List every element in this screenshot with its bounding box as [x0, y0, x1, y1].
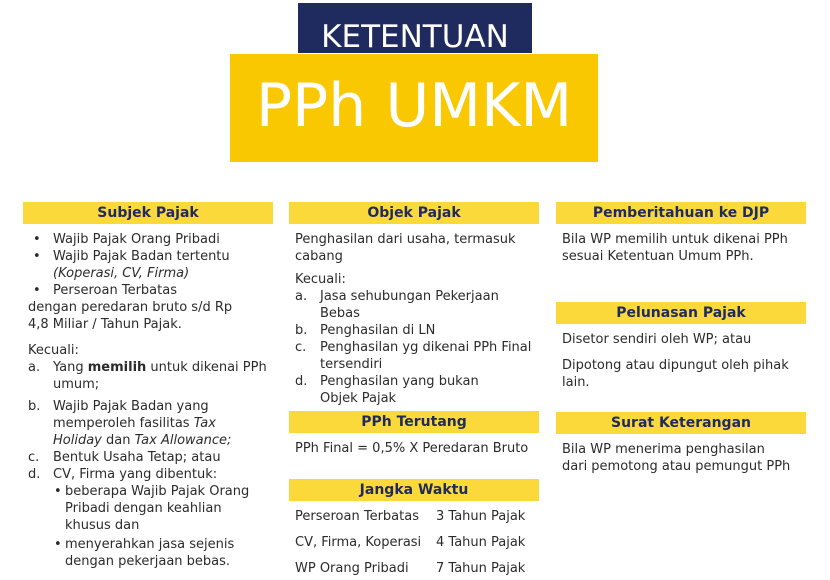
pph-terutang-text: PPh Final = 0,5% X Peredaran Bruto — [295, 441, 529, 456]
pemberitahuan-text: Bila WP memilih untuk dikenai PPh sesuai Ketentuan Umum PPh. — [562, 232, 788, 264]
objek-item-d: d. Penghasilan yang bukan Objek Pajak — [295, 374, 479, 406]
subjek-sub-bullet-2: • menyerahkan jasa sejenis dengan pekerjaan bebas. — [54, 537, 235, 569]
surat-keterangan-text: Bila WP menerima penghasilan dari pemotong atau pemungut PPh — [562, 442, 791, 474]
jangka-row: WP Orang Pribadi 7 Tahun Pajak — [295, 561, 526, 576]
jangka-row: CV, Firma, Koperasi 4 Tahun Pajak — [295, 535, 526, 550]
pelunasan-body — [562, 331, 794, 391]
objek-intro: Penghasilan dari usaha, termasuk cabang — [295, 232, 516, 264]
subjek-kecuali-b: b. Wajib Pajak Badan yang memperoleh fasilitas Tax Holiday dan Tax Allowance; — [28, 399, 232, 448]
jangka-row: Perseroan Terbatas 3 Tahun Pajak — [295, 509, 526, 524]
title-ketentuan: KETENTUAN — [298, 3, 532, 53]
pelunasan-text-2: Dipotong atau dipungut oleh pihak lain. — [562, 358, 789, 390]
subjek-pajak-header: Subjek Pajak — [23, 202, 273, 224]
pemberitahuan-header: Pemberitahuan ke DJP — [556, 202, 806, 224]
objek-item-a: a. Jasa sehubungan Pekerjaan Bebas — [295, 289, 499, 321]
surat-keterangan-header: Surat Keterangan — [556, 412, 806, 434]
jangka-waktu-header: Jangka Waktu — [289, 479, 539, 501]
subjek-peredaran: dengan peredaran bruto s/d Rp 4,8 Miliar / Tahun Pajak. — [28, 300, 233, 332]
pelunasan-header: Pelunasan Pajak — [556, 302, 806, 324]
title-pph-umkm: PPh UMKM — [230, 54, 598, 162]
subjek-bullet-2: • Wajib Pajak Badan tertentu (Koperasi, CV, Firma) — [33, 249, 230, 281]
subjek-kecuali-label: Kecuali: — [28, 343, 79, 358]
subjek-bullet-1: • Wajib Pajak Orang Pribadi — [33, 232, 220, 247]
subjek-pajak-body — [28, 231, 268, 570]
subjek-kecuali-a: a. Yang memilih untuk dikenai PPh umum; — [28, 360, 267, 392]
objek-pajak-body — [295, 231, 535, 407]
subjek-kecuali-d: d. CV, Firma yang dibentuk: — [28, 467, 218, 482]
pelunasan-text-1: Disetor sendiri oleh WP; atau — [562, 332, 752, 347]
subjek-bullet-3: • Perseroan Terbatas — [33, 283, 177, 298]
jangka-waktu-table — [295, 508, 540, 580]
pph-terutang-header: PPh Terutang — [289, 411, 539, 433]
objek-kecuali-label: Kecuali: — [295, 272, 346, 287]
objek-item-c: c. Penghasilan yg dikenai PPh Final tersendiri — [295, 340, 532, 372]
subjek-sub-bullet-1: • beberapa Wajib Pajak Orang Pribadi dengan keahlian khusus dan — [54, 484, 250, 533]
subjek-kecuali-c: c. Bentuk Usaha Tetap; atau — [28, 450, 221, 465]
objek-item-b: b. Penghasilan di LN — [295, 323, 436, 338]
objek-pajak-header: Objek Pajak — [289, 202, 539, 224]
